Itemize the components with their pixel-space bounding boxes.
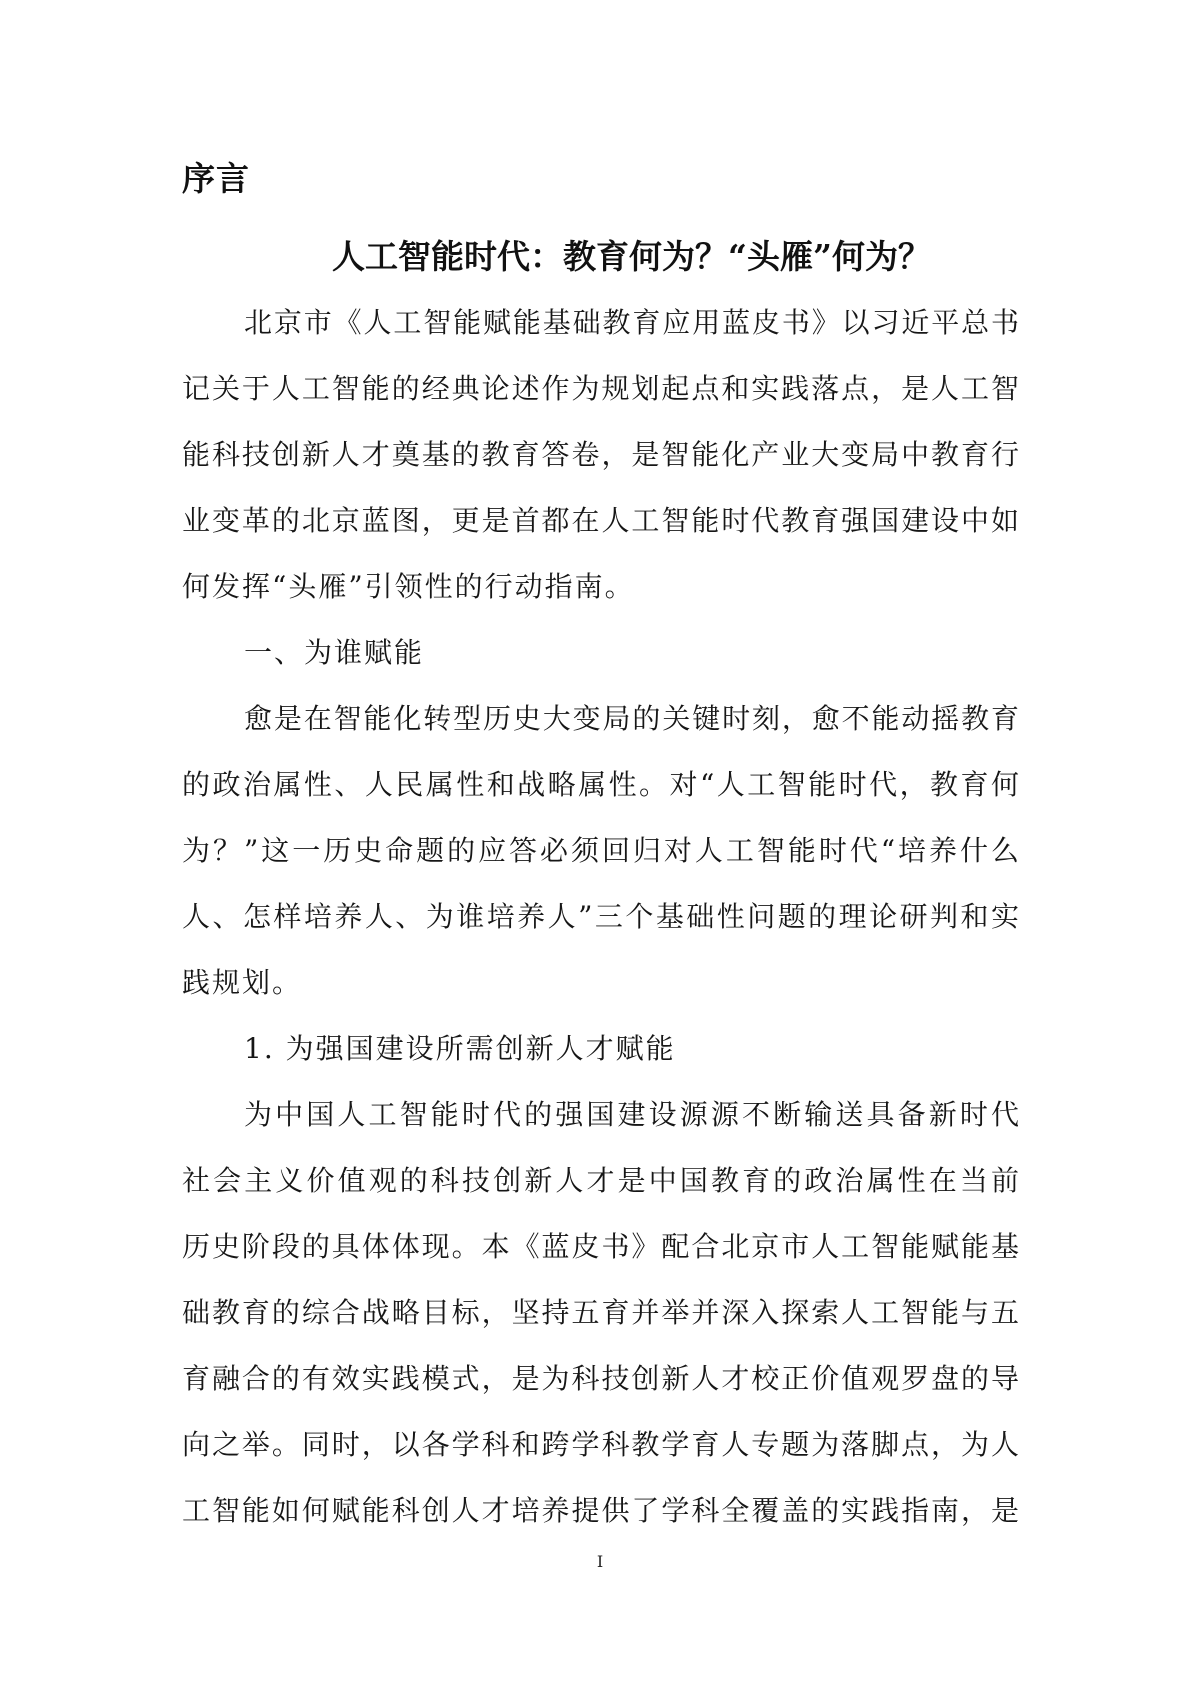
paragraph-line: 工智能如何赋能科创人才培养提供了学科全覆盖的实践指南，是 <box>182 1494 1019 1527</box>
document-title: 人工智能时代：教育何为？“头雁”何为？ <box>332 237 931 276</box>
body-text <box>182 290 1019 1544</box>
paragraph-line: 础教育的综合战略目标，坚持五育并举并深入探索人工智能与五 <box>182 1296 1019 1329</box>
body-paragraph <box>182 1082 1019 1544</box>
page-number: I <box>596 1552 604 1571</box>
subsection-heading-text: 一、为谁赋能 <box>244 636 425 669</box>
paragraph-line: 业变革的北京蓝图，更是首都在人工智能时代教育强国建设中如 <box>182 504 1019 537</box>
section-heading: 序言 <box>182 159 250 198</box>
numbered-heading <box>182 1016 1019 1082</box>
paragraph-line: 愈是在智能化转型历史大变局的关键时刻，愈不能动摇教育 <box>244 702 1019 735</box>
paragraph-line: 为？”这一历史命题的应答必须回归对人工智能时代“培养什么 <box>182 834 1019 867</box>
paragraph-line: 社会主义价值观的科技创新人才是中国教育的政治属性在当前 <box>182 1164 1019 1197</box>
body-paragraph <box>182 686 1019 1016</box>
numbered-heading-text: 1. 为强国建设所需创新人才赋能 <box>244 1032 676 1065</box>
paragraph-line: 育融合的有效实践模式，是为科技创新人才校正价值观罗盘的导 <box>182 1362 1019 1395</box>
paragraph-line: 能科技创新人才奠基的教育答卷，是智能化产业大变局中教育行 <box>182 438 1019 471</box>
paragraph-line: 践规划。 <box>182 966 303 999</box>
paragraph-line: 为中国人工智能时代的强国建设源源不断输送具备新时代 <box>244 1098 1019 1131</box>
paragraph-line: 北京市《人工智能赋能基础教育应用蓝皮书》以习近平总书 <box>244 306 1019 339</box>
paragraph-line: 记关于人工智能的经典论述作为规划起点和实践落点，是人工智 <box>182 372 1019 405</box>
paragraph-line: 历史阶段的具体体现。本《蓝皮书》配合北京市人工智能赋能基 <box>182 1230 1019 1263</box>
paragraph-line: 何发挥“头雁”引领性的行动指南。 <box>182 570 635 603</box>
paragraph-line: 人、怎样培养人、为谁培养人”三个基础性问题的理论研判和实 <box>182 900 1019 933</box>
paragraph-line: 的政治属性、人民属性和战略属性。对“人工智能时代，教育何 <box>182 768 1019 801</box>
body-paragraph <box>182 290 1019 620</box>
subsection-heading <box>182 620 1019 686</box>
paragraph-line: 向之举。同时，以各学科和跨学科教学育人专题为落脚点，为人 <box>182 1428 1019 1461</box>
